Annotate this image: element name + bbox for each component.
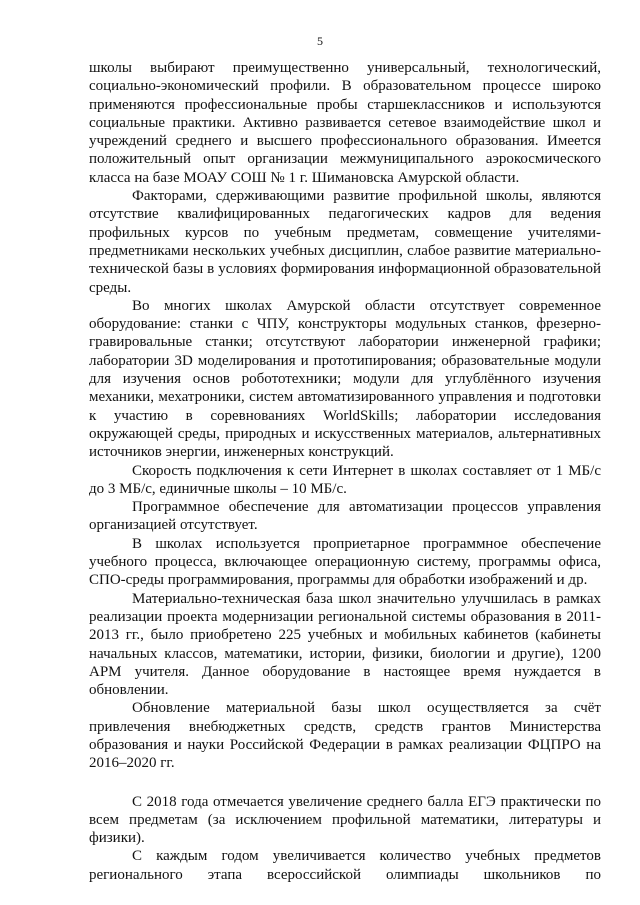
paragraph-material-update: Обновление материальной базы школ осуществляется за счёт привлечения внебюджетных средств, средств грантов Министерства образования и науки Российской Федерации в рамках реализации ФЦПРО на 2016–2020 гг. — [89, 700, 601, 772]
paragraph-1-continuation: школы выбирают преимущественно универсальный, технологический, социально-экономический профили. В образовательном процессе широко применяются профессиональные пробы старшеклассников и используются социальные практики. Активно развивается сетевое взаимодействие школ и учреждений среднего и высшего профессионального образования. Имеется положительный опыт организации межмуниципального аэрокосмического класса на базе МОАУ СОШ № 1 г. Шимановска Амурской области. — [89, 60, 601, 186]
paragraph-material-base: Материально-техническая база школ значительно улучшилась в рамках реализации проекта модернизации региональной системы образования в 2011-2013 гг., было приобретено 225 учебных и мобильных кабинетов (кабинеты начальных классов, математики, истории, физики, биологии и другие), 1200 АРМ учителя. Данное оборудование в настоящее время нуждается в обновлении. — [89, 590, 601, 699]
paragraph-proprietary-software: В школах используется проприетарное программное обеспечение учебного процесса, включающее операционную систему, программы офиса, СПО-среды программирования, программы для обработки изображений и др. — [89, 535, 601, 589]
document-body — [89, 59, 601, 884]
paragraph-factors: Факторами, сдерживающими развитие профильной школы, являются отсутствие квалифицированных педагогических кадров для ведения профильных курсов по учебным предметам, совмещение учителями-предметниками нескольких учебных дисциплин, слабое развитие материально-технической базы в условиях формирования информационной образовательной среды. — [89, 188, 601, 296]
paragraph-software-management: Программное обеспечение для автоматизации процессов управления организацией отсутствует. — [89, 499, 601, 534]
paragraph-internet-speed: Скорость подключения к сети Интернет в школах составляет от 1 МБ/с до 3 МБ/с, единичные школы – 10 МБ/с. — [89, 462, 601, 497]
paragraph-equipment: Во многих школах Амурской области отсутствует современное оборудование: станки с ЧПУ, конструкторы модульных станков, фрезерно-гравировальные станки; отсутствуют лаборатории инженерной графики; лаборатории 3D моделирования и прототипирования; образовательные модули для изучения основ робототехники; модули для углублённого изучения механики, мехатроники, систем автоматизированного управления и подготовки к участию в соревнованиях WorldSkills; лаборатории исследования окружающей среды, природных и искусственных материалов, альтернативных источников энергии, инженерных конструкций. — [89, 297, 601, 461]
paragraph-olympiad: С каждым годом увеличивается количество учебных предметов регионального этапа всероссийской олимпиады школьников по — [89, 848, 601, 883]
page-number: 5 — [317, 34, 323, 48]
paragraph-ege-scores: С 2018 года отмечается увеличение среднего балла ЕГЭ практически по всем предметам (за исключением профильной математики, литературы и физики). — [89, 793, 601, 847]
